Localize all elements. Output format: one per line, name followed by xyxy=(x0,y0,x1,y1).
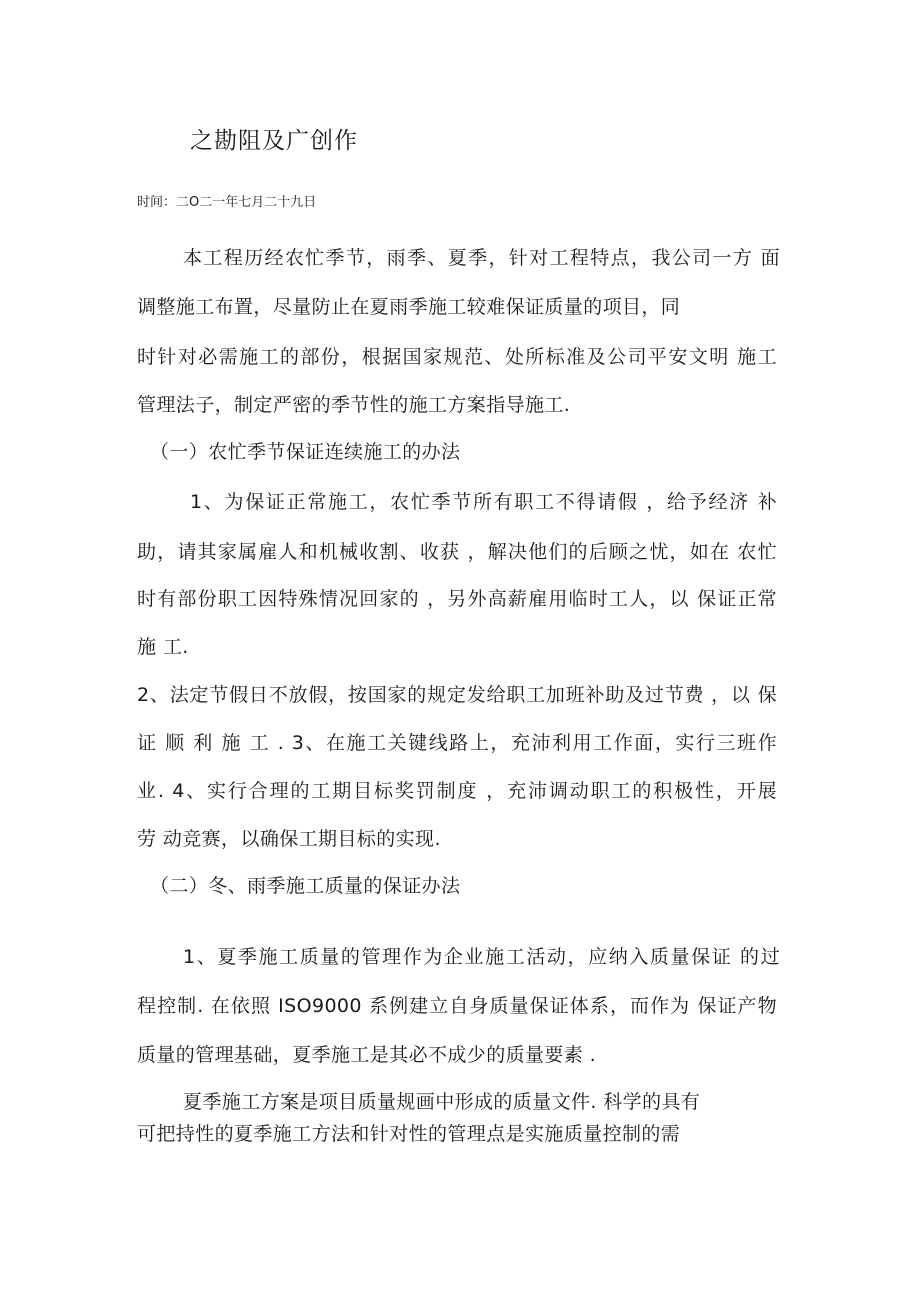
paragraph-line: 本工程历经农忙季节，雨季、夏季，针对工程特点，我公司一方 面 xyxy=(183,247,780,269)
paragraph-line: 证 顺 利 施 工 . 3、在施工关键线路上，充沛利用工作面，实行三班作 xyxy=(137,732,777,754)
time-line: 时间：二O二一年七月二十九日 xyxy=(137,195,317,210)
paragraph-line: 助，请其家属雇人和机械收割、收获 ，解决他们的后顾之忧，如在 农忙 xyxy=(137,541,777,563)
paragraph-line: 时针对必需施工的部份，根据国家规范、处所标准及公司平安文明 施工 xyxy=(137,346,777,368)
paragraph-line: 质量的管理基础，夏季施工是其必不成少的质量要素 . xyxy=(137,1044,597,1066)
paragraph-line: 施 工. xyxy=(137,636,189,658)
paragraph-line: 劳 动竞赛，以确保工期目标的实现. xyxy=(137,828,441,850)
paragraph-line: 1、夏季施工质量的管理作为企业施工活动，应纳入质量保证 的过 xyxy=(183,946,780,968)
section-heading: （二）冬、雨季施工质量的保证办法 xyxy=(150,875,461,897)
paragraph-line: 时有部份职工因特殊情况回家的 ，另外高薪雇用临时工人，以 保证正常 xyxy=(137,588,777,610)
paragraph-line: 调整施工布置，尽量防止在夏雨季施工较难保证质量的项目，同 xyxy=(137,296,681,318)
paragraph-line: 可把持性的夏季施工方法和针对性的管理点是实施质量控制的需 xyxy=(137,1123,681,1145)
section-heading: （一）农忙季节保证连续施工的办法 xyxy=(150,441,461,463)
paragraph-line: 2、法定节假日不放假，按国家的规定发给职工加班补助及过节费 ，以 保 xyxy=(137,684,777,706)
paragraph-line: 程控制. 在依照 ISO9000 系例建立自身质量保证体系，而作为 保证产物 xyxy=(137,995,777,1017)
paragraph-line: 管理法子，制定严密的季节性的施工方案指导施工. xyxy=(137,394,571,416)
paragraph-line: 夏季施工方案是项目质量规画中形成的质量文件. 科学的具有 xyxy=(183,1091,701,1113)
document-title: 之勘阻及广创作 xyxy=(190,128,358,154)
paragraph-line: 1、为保证正常施工，农忙季节所有职工不得请假 ，给予经济 补 xyxy=(190,491,777,513)
paragraph-line: 业. 4、实行合理的工期目标奖罚制度 ，充沛调动职工的积极性，开展 xyxy=(137,780,777,802)
